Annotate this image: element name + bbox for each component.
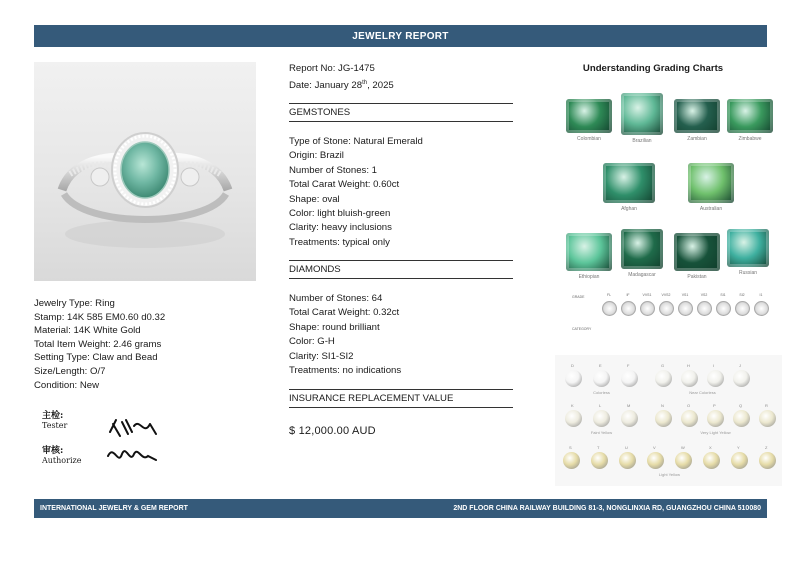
emerald-swatch-afghan — [603, 163, 655, 203]
diamond-color-chart — [555, 355, 782, 486]
clarity-diamond-icon — [678, 301, 693, 316]
emerald-swatch-zambian — [674, 99, 720, 133]
color-grade-diamond — [619, 452, 636, 469]
clarity-chart: GRADE CATEGORY FL IF VVS1 VVS2 VS1 VS2 SI1 SI2 I1 — [572, 291, 768, 341]
color-grade-letter: T — [597, 445, 600, 450]
clarity-grade-label: VVS2 — [661, 293, 671, 297]
emerald-swatch-label: Zambian — [687, 136, 707, 142]
color-grade-letter: X — [709, 445, 712, 450]
gem-line: Shape: oval — [289, 193, 340, 205]
clarity-grade-label: I1 — [759, 293, 763, 297]
color-grade-diamond — [681, 370, 698, 387]
emerald-swatch-madagascar — [621, 229, 663, 269]
color-grade-letter: D — [571, 363, 574, 368]
color-grade-diamond — [759, 410, 776, 427]
color-group-label: Near Colorless — [689, 390, 716, 395]
report-title-banner — [34, 25, 767, 47]
color-grade-diamond — [621, 370, 638, 387]
report-title: JEWELRY REPORT — [352, 30, 449, 42]
clarity-grade-label: VVS1 — [642, 293, 652, 297]
jewelry-stamp: Stamp: 14K 585 EM0.60 d0.32 — [34, 311, 166, 323]
color-grade-letter: N — [661, 403, 664, 408]
jewelry-setting: Setting Type: Claw and Bead — [34, 352, 158, 364]
color-grade-letter: G — [661, 363, 665, 368]
gem-line: Total Carat Weight: 0.60ct — [289, 179, 400, 191]
color-grade-letter: W — [681, 445, 685, 450]
color-grade-letter: U — [625, 445, 628, 450]
color-group-label: Faint Yellow — [590, 430, 613, 435]
color-grade-letter: O — [687, 403, 691, 408]
diamonds-heading: DIAMONDS — [289, 260, 513, 279]
diamond-line: Total Carat Weight: 0.32ct — [289, 307, 400, 319]
footer-company: INTERNATIONAL JEWELRY & GEM REPORT — [40, 505, 188, 512]
emerald-swatch-russian — [727, 229, 769, 267]
emerald-swatch-australian — [688, 163, 734, 203]
color-grade-diamond — [675, 452, 692, 469]
clarity-diamond-icon — [754, 301, 769, 316]
clarity-grade-label: VS1 — [681, 293, 689, 297]
color-grade-letter: F — [627, 363, 630, 368]
color-grade-letter: M — [627, 403, 631, 408]
gem-line: Type of Stone: Natural Emerald — [289, 136, 423, 147]
diamond-line: Color: G-H — [289, 336, 335, 348]
jewelry-type: Jewelry Type: Ring — [34, 298, 115, 309]
color-grade-letter: K — [571, 403, 574, 408]
color-grade-diamond — [707, 410, 724, 427]
clarity-grade-label: FL — [606, 293, 612, 297]
color-grade-letter: Y — [737, 445, 740, 450]
color-grade-letter: P — [713, 403, 716, 408]
clarity-diamond-icon — [640, 301, 655, 316]
color-grade-diamond — [565, 370, 582, 387]
color-grade-diamond — [647, 452, 664, 469]
grading-title: Understanding Grading Charts — [582, 63, 724, 74]
gemstones-heading: GEMSTONES — [289, 103, 513, 122]
color-grade-letter: S — [569, 445, 572, 450]
emerald-swatch-label: Russian — [738, 270, 758, 276]
color-grade-diamond — [591, 452, 608, 469]
report-info — [289, 62, 513, 94]
color-grade-letter: H — [687, 363, 690, 368]
emerald-swatch-pakistan — [674, 233, 720, 271]
footer-address: 2ND FLOOR CHINA RAILWAY BUILDING 81-3, NONGLINXIA RD, GUANGZHOU CHINA 510080 — [453, 505, 761, 512]
jewelry-material: Material: 14K White Gold — [34, 325, 141, 337]
gem-line: Number of Stones: 1 — [289, 164, 377, 176]
gemstones-details — [289, 135, 513, 250]
clarity-grade-label: VS2 — [700, 293, 708, 297]
color-grade-diamond — [731, 452, 748, 469]
color-grade-letter: I — [713, 363, 715, 368]
emerald-swatch-label: Pakistan — [687, 274, 707, 280]
jewelry-weight: Total Item Weight: 2.46 grams — [34, 338, 162, 350]
clarity-diamond-icon — [621, 301, 636, 316]
color-grade-diamond — [759, 452, 776, 469]
emerald-swatch-label: Afghan — [621, 206, 637, 212]
report-date: Date: January 28th, 2025 — [289, 80, 394, 92]
tester-label: 主检: Tester — [42, 411, 68, 430]
gem-line: Color: light bluish-green — [289, 208, 391, 220]
color-grade-letter: Z — [765, 445, 768, 450]
emerald-swatch-ethiopian — [566, 233, 612, 271]
emerald-swatch-label: Australian — [699, 206, 723, 212]
emerald-swatch-label: Madagascar — [628, 272, 656, 278]
diamond-line: Treatments: no indications — [289, 365, 402, 377]
ring-illustration — [34, 62, 256, 281]
clarity-grade-label: IF — [626, 293, 630, 297]
color-grade-diamond — [565, 410, 582, 427]
clarity-diamond-icon — [659, 301, 674, 316]
insurance-value: $ 12,000.00 AUD — [289, 425, 376, 437]
color-grade-diamond — [733, 410, 750, 427]
color-grade-letter: R — [765, 403, 768, 408]
gem-line: Origin: Brazil — [289, 150, 344, 162]
color-grade-diamond — [593, 370, 610, 387]
color-grade-diamond — [563, 452, 580, 469]
clarity-grade-label: SI2 — [739, 293, 745, 297]
emerald-swatch-label: Zimbabwe — [738, 136, 762, 142]
emerald-swatch-zimbabwe — [727, 99, 773, 133]
insurance-heading: INSURANCE REPLACEMENT VALUE — [289, 389, 513, 408]
emerald-swatch-label: Ethiopian — [578, 274, 600, 280]
color-grade-diamond — [707, 370, 724, 387]
clarity-grade-label: SI1 — [720, 293, 726, 297]
diamonds-details — [289, 292, 513, 378]
clarity-diamond-icon — [697, 301, 712, 316]
color-grade-letter: V — [653, 445, 656, 450]
diamond-line: Clarity: SI1-SI2 — [289, 350, 354, 362]
authorize-signature — [104, 442, 158, 468]
gem-line: Clarity: heavy inclusions — [289, 222, 392, 234]
color-grade-letter: L — [599, 403, 602, 408]
emerald-swatch-brazilian — [621, 93, 663, 135]
diamond-line: Shape: round brilliant — [289, 321, 380, 333]
emerald-swatch-label: Colombian — [577, 136, 601, 142]
color-grade-diamond — [733, 370, 750, 387]
jewelry-details — [34, 297, 165, 392]
emerald-swatch-label: Brazilian — [632, 138, 652, 144]
jewelry-size: Size/Length: O/7 — [34, 365, 106, 377]
color-grade-letter: J — [739, 363, 741, 368]
color-grade-diamond — [681, 410, 698, 427]
color-grade-diamond — [593, 410, 610, 427]
clarity-diamond-icon — [602, 301, 617, 316]
color-group-label: Colorless — [593, 390, 610, 395]
color-grade-letter: E — [599, 363, 602, 368]
color-grade-diamond — [655, 370, 672, 387]
gem-line: Treatments: typical only — [289, 236, 390, 248]
tester-signature — [106, 414, 160, 440]
color-grade-diamond — [621, 410, 638, 427]
color-group-label: Light Yellow — [658, 472, 681, 477]
diamond-line: Number of Stones: 64 — [289, 293, 383, 304]
color-grade-letter: Q — [739, 403, 743, 408]
jewelry-condition: Condition: New — [34, 379, 100, 391]
clarity-diamond-icon — [716, 301, 731, 316]
ring-photo — [34, 62, 256, 281]
clarity-diamond-icon — [735, 301, 750, 316]
color-group-label: Very Light Yellow — [700, 430, 731, 435]
authorize-label: 审核: Authorize — [42, 446, 82, 465]
color-grade-diamond — [655, 410, 672, 427]
color-grade-diamond — [703, 452, 720, 469]
emerald-swatch-colombian — [566, 99, 612, 133]
report-number: Report No: JG-1475 — [289, 63, 375, 74]
footer-banner — [34, 499, 767, 518]
